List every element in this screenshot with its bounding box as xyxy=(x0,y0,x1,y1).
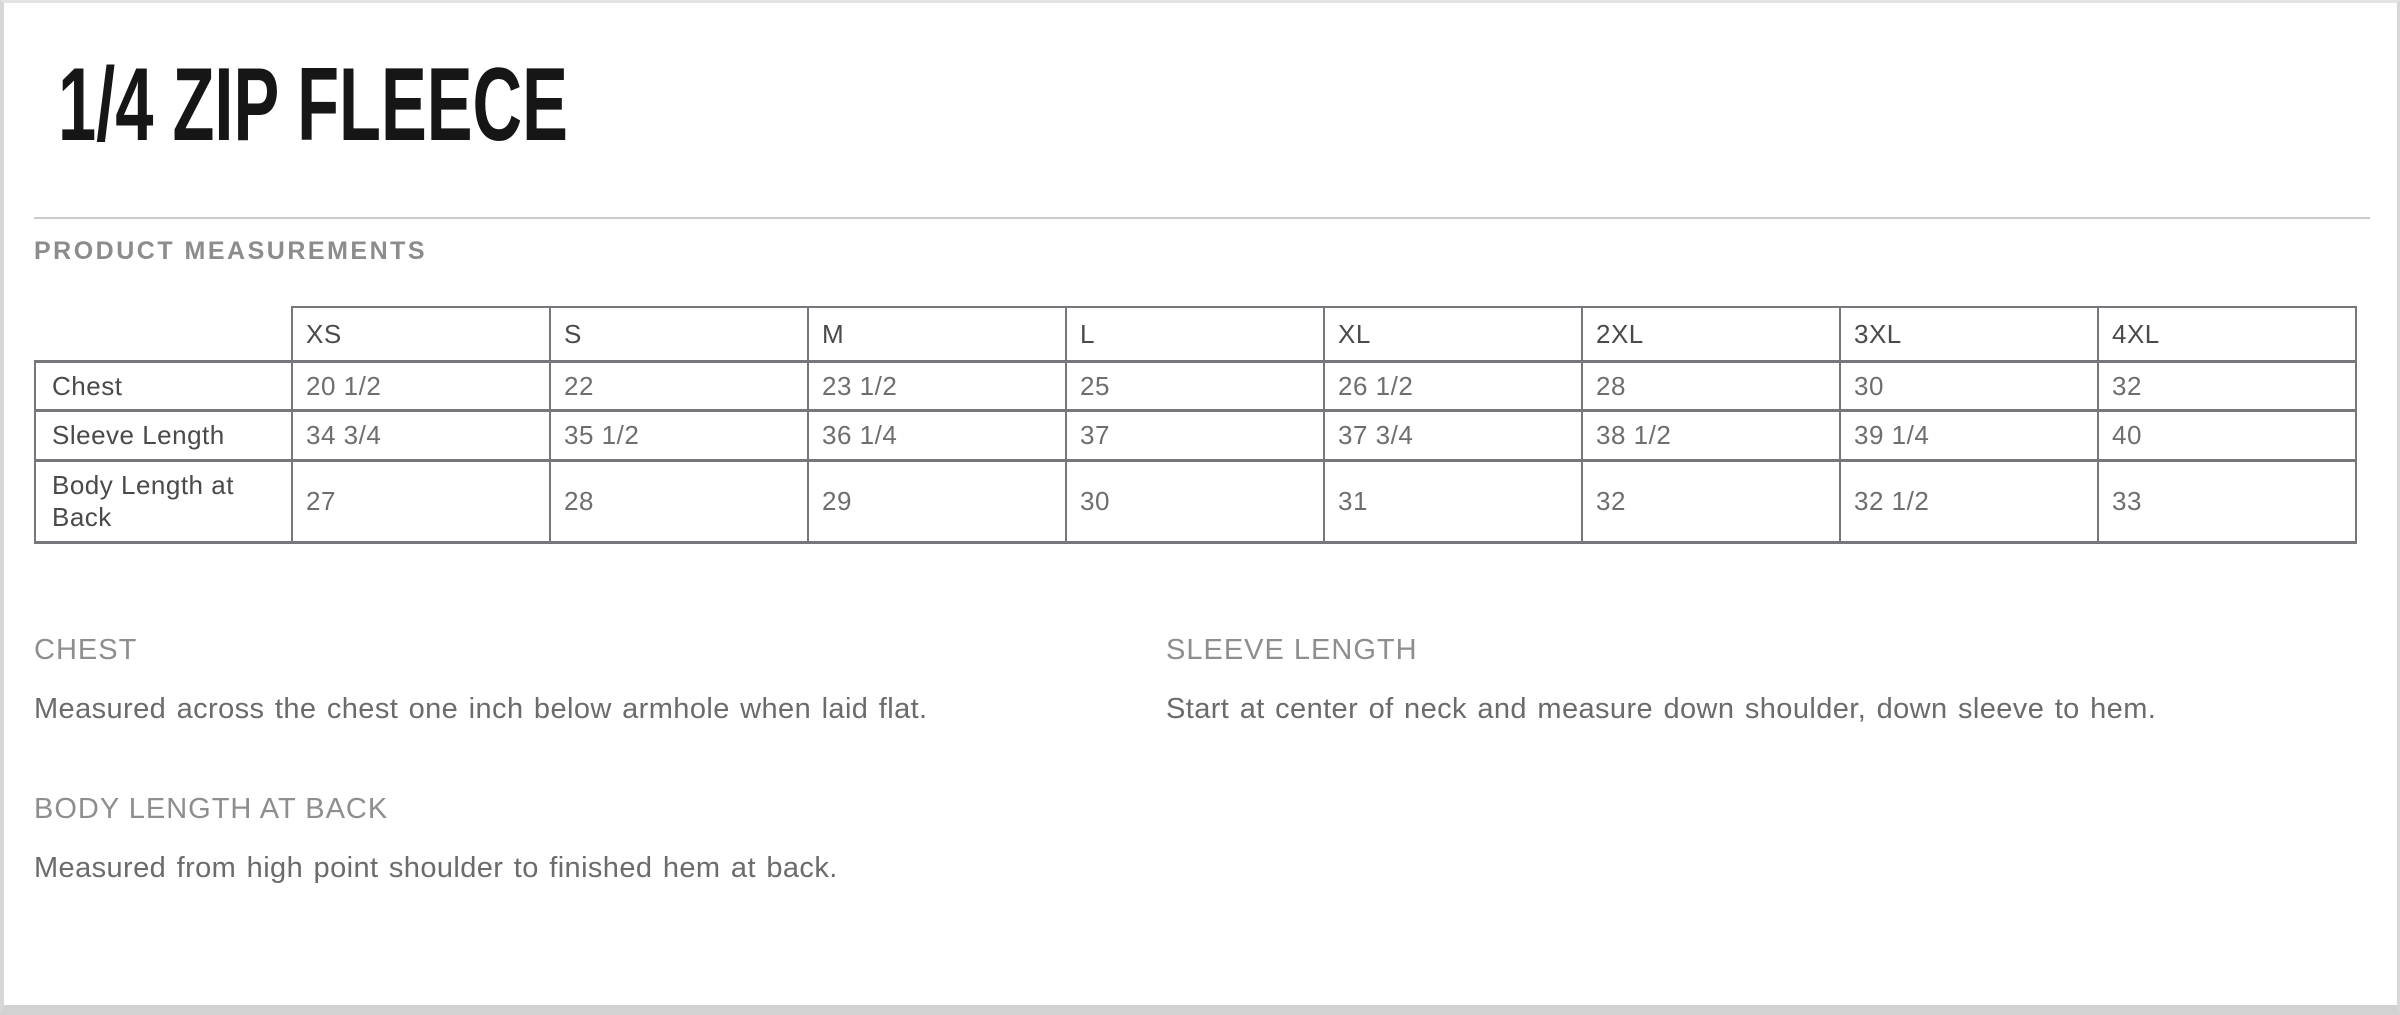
measurement-cell: 40 xyxy=(2098,411,2356,461)
measurement-cell: 32 xyxy=(2098,361,2356,411)
measurement-cell: 30 xyxy=(1066,460,1324,542)
measurement-cell: 27 xyxy=(292,460,550,542)
table-corner-cell xyxy=(35,307,292,361)
measurement-cell: 23 1/2 xyxy=(808,361,1066,411)
measurement-descriptions xyxy=(34,634,2370,894)
measurement-cell: 22 xyxy=(550,361,808,411)
measurement-cell: 33 xyxy=(2098,460,2356,542)
size-header-xs: XS xyxy=(292,307,550,361)
description-sleeve-length xyxy=(1166,634,2370,735)
page-content xyxy=(4,49,2397,894)
size-header-m: M xyxy=(808,307,1066,361)
size-header-3xl: 3XL xyxy=(1840,307,2098,361)
measurement-cell: 32 1/2 xyxy=(1840,460,2098,542)
page-title-text: 1/4 ZIP FLEECE xyxy=(58,47,568,163)
size-header-row xyxy=(35,307,2356,361)
description-sleeve-length-text: Start at center of neck and measure down shoulder, down sleeve to hem. xyxy=(1166,692,2157,725)
description-chest xyxy=(34,634,1166,735)
table-row-sleeve-length xyxy=(35,411,2356,461)
measurement-cell: 32 xyxy=(1582,460,1840,542)
description-body-length-at-back-text: Measured from high point shoulder to finished hem at back. xyxy=(34,852,838,884)
measurement-cell: 38 1/2 xyxy=(1582,411,1840,461)
product-measurements-heading: PRODUCT MEASUREMENTS xyxy=(34,237,428,266)
table-row-body-length-at-back xyxy=(35,460,2356,542)
measurement-cell: 35 1/2 xyxy=(550,411,808,461)
measurement-cell: 25 xyxy=(1066,361,1324,411)
measurement-cell: 31 xyxy=(1324,460,1582,542)
measurement-cell: 30 xyxy=(1840,361,2098,411)
measurement-cell: 28 xyxy=(1582,361,1840,411)
measurement-cell: 26 1/2 xyxy=(1324,361,1582,411)
row-label-chest: Chest xyxy=(35,361,292,411)
description-chest-text: Measured across the chest one inch below armhole when laid flat. xyxy=(34,692,928,725)
measurement-cell: 36 1/4 xyxy=(808,411,1066,461)
title-divider xyxy=(34,217,2370,219)
size-header-4xl: 4XL xyxy=(2098,307,2356,361)
description-body-length-at-back xyxy=(34,793,1166,894)
table-row-chest xyxy=(35,361,2356,411)
size-header-2xl: 2XL xyxy=(1582,307,1840,361)
description-chest-heading: CHEST xyxy=(34,633,138,666)
measurement-cell: 37 xyxy=(1066,411,1324,461)
measurements-table xyxy=(34,306,2357,544)
row-label-sleeve-length: Sleeve Length xyxy=(35,411,292,461)
measurement-cell: 20 1/2 xyxy=(292,361,550,411)
row-label-body-length-at-back: Body Length at Back xyxy=(35,460,292,542)
page-title xyxy=(34,49,2370,161)
measurement-cell: 29 xyxy=(808,460,1066,542)
measurement-cell: 37 3/4 xyxy=(1324,411,1582,461)
size-header-s: S xyxy=(550,307,808,361)
size-header-xl: XL xyxy=(1324,307,1582,361)
description-body-length-at-back-heading: BODY LENGTH AT BACK xyxy=(34,793,389,825)
measurement-cell: 39 1/4 xyxy=(1840,411,2098,461)
measurement-cell: 28 xyxy=(550,460,808,542)
measurement-cell: 34 3/4 xyxy=(292,411,550,461)
size-header-l: L xyxy=(1066,307,1324,361)
description-sleeve-length-heading: SLEEVE LENGTH xyxy=(1166,633,1418,666)
